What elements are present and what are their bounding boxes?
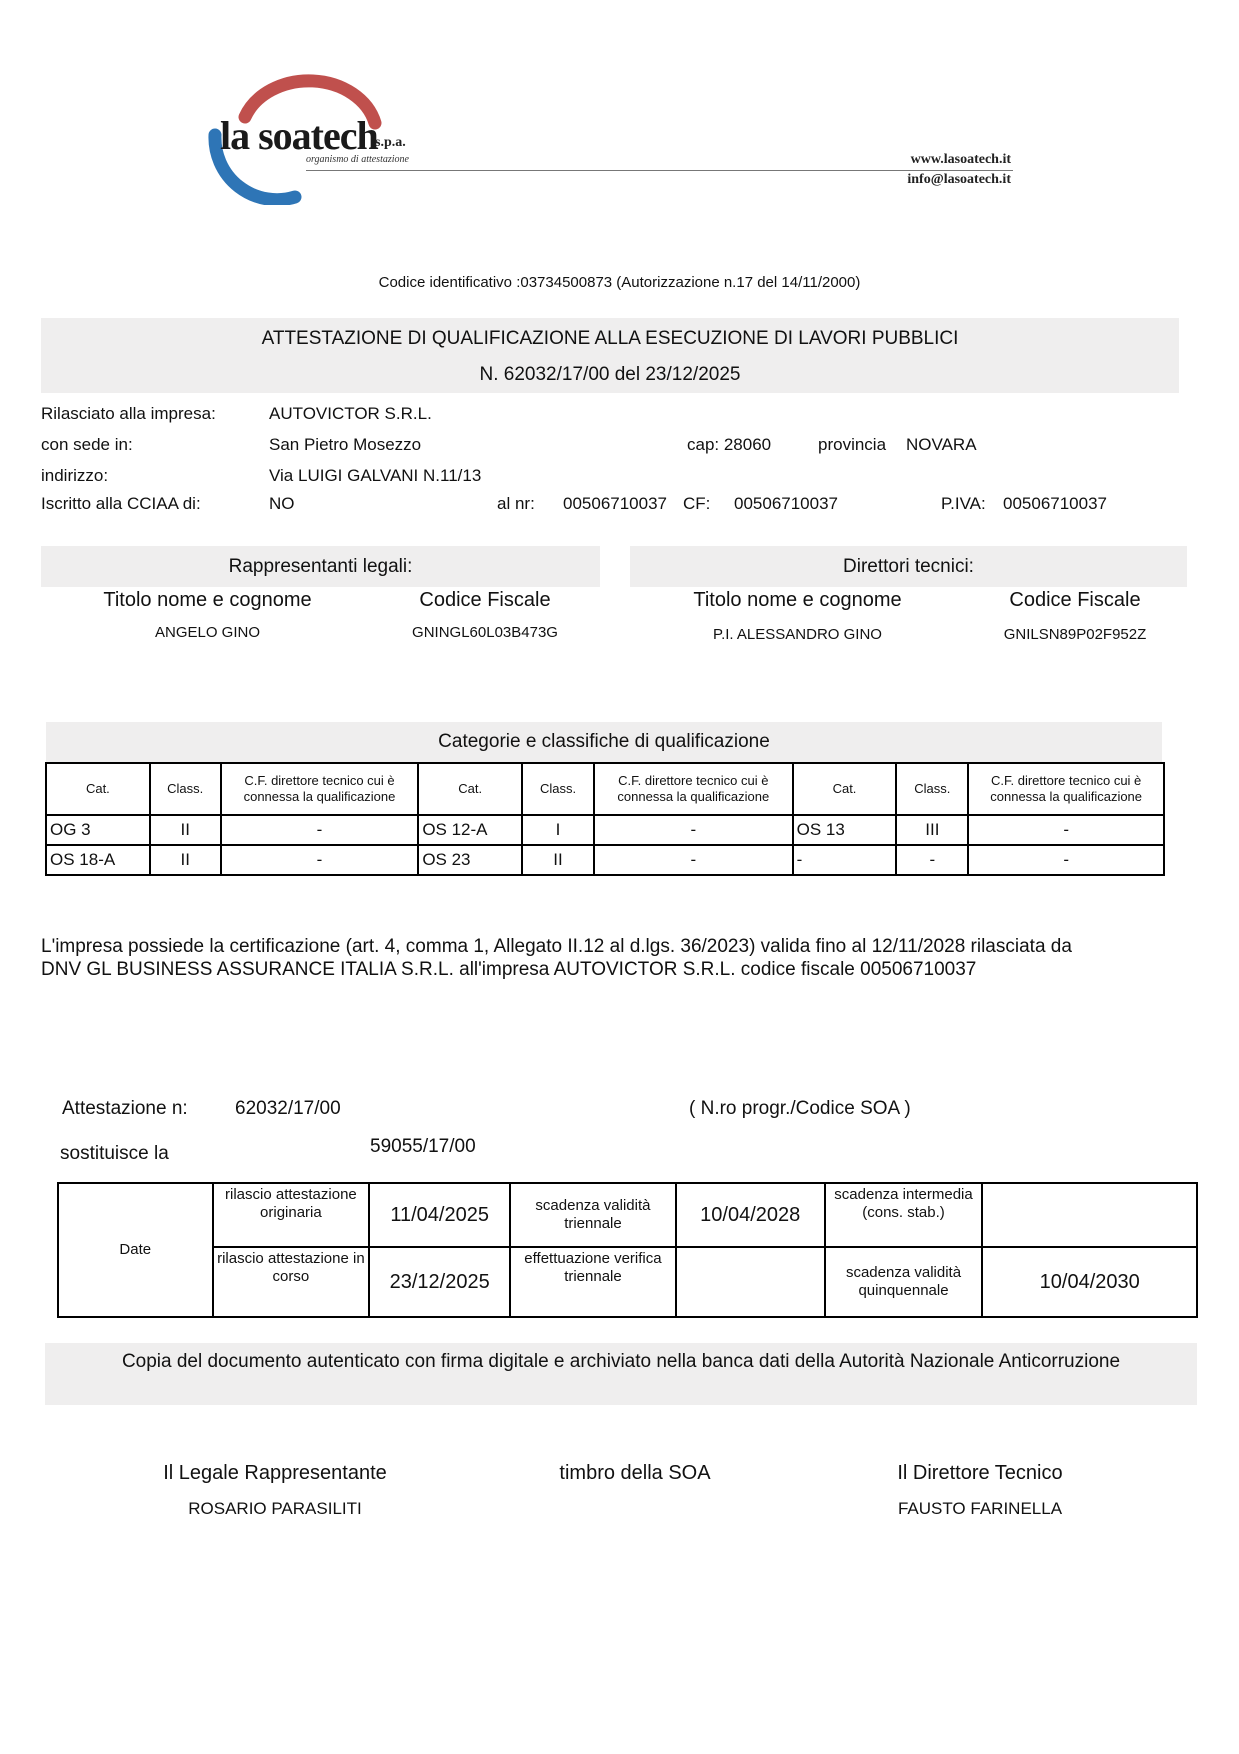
col-cat: Cat. xyxy=(46,763,150,815)
scadenza-intermedia-value xyxy=(982,1183,1197,1247)
cciaa-value: NO xyxy=(269,494,295,513)
certificazione-line-2: DNV GL BUSINESS ASSURANCE ITALIA S.R.L. all'impresa AUTOVICTOR S.R.L. codice fiscale 00506710037 xyxy=(41,959,977,980)
attestazione-note: ( N.ro progr./Codice SOA ) xyxy=(689,1098,911,1119)
rilasciato-label: Rilasciato alla impresa: xyxy=(41,404,216,423)
verifica-triennale-label: effettuazione verifica triennale xyxy=(510,1247,676,1317)
col-class: Class. xyxy=(896,763,968,815)
categorie-header: Categorie e classifiche di qualificazione xyxy=(46,722,1162,762)
provincia-label: provincia xyxy=(818,435,887,454)
rappresentanti-header: Rappresentanti legali: xyxy=(41,546,600,587)
scadenza-quinquennale-value: 10/04/2030 xyxy=(982,1247,1197,1317)
al-nr-value: 00506710037 xyxy=(563,494,668,513)
indirizzo-label: indirizzo: xyxy=(41,466,109,485)
cat-cell: - xyxy=(793,845,897,875)
col-cf: C.F. direttore tecnico cui è connessa la qualificazione xyxy=(221,763,419,815)
legale-label: Il Legale Rappresentante xyxy=(163,1462,387,1484)
indirizzo-value: Via LUIGI GALVANI N.11/13 xyxy=(269,466,482,485)
attestazione-value: 62032/17/00 xyxy=(235,1098,341,1119)
direttore-label: Il Direttore Tecnico xyxy=(897,1462,1063,1484)
cat-cell: OS 12-A xyxy=(418,815,522,845)
timbro-label: timbro della SOA xyxy=(559,1462,711,1484)
cf-label: CF: xyxy=(683,494,711,513)
direttori-header: Direttori tecnici: xyxy=(630,546,1187,587)
class-cell: III xyxy=(896,815,968,845)
rappresentante-name: ANGELO GINO xyxy=(154,624,261,641)
title-line-2: N. 62032/17/00 del 23/12/2025 xyxy=(479,364,741,385)
col-cat: Cat. xyxy=(418,763,522,815)
col-cf: C.F. direttore tecnico cui è connessa la qualificazione xyxy=(968,763,1164,815)
class-cell: II xyxy=(522,845,594,875)
title-line-1: ATTESTAZIONE DI QUALIFICAZIONE ALLA ESECUZIONE DI LAVORI PUBBLICI xyxy=(261,328,959,349)
email-link[interactable]: info@lasoatech.it xyxy=(907,172,1011,187)
certificazione-text xyxy=(41,935,1191,981)
cf-value: 00506710037 xyxy=(734,494,839,513)
rilasciato-value: AUTOVICTOR S.R.L. xyxy=(269,404,432,423)
cat-cell: OS 23 xyxy=(418,845,522,875)
cf-cell: - xyxy=(221,845,419,875)
rappresentanti-col-name: Titolo nome e cognome xyxy=(103,589,312,611)
cf-cell: - xyxy=(968,815,1164,845)
sostituisce-label: sostituisce la xyxy=(60,1143,169,1164)
cciaa-label: Iscritto alla CCIAA di: xyxy=(41,494,201,513)
class-cell: II xyxy=(150,845,221,875)
cat-cell: OG 3 xyxy=(46,815,150,845)
cat-cell: OS 13 xyxy=(793,815,897,845)
rappresentanti-col-cf: Codice Fiscale xyxy=(419,589,551,611)
table-row xyxy=(46,845,1164,875)
sostituisce-value: 59055/17/00 xyxy=(370,1136,476,1157)
logo-suffix: s.p.a. xyxy=(375,135,406,150)
scadenza-triennale-value: 10/04/2028 xyxy=(676,1183,825,1247)
cf-cell: - xyxy=(594,845,793,875)
scadenza-quinquennale-label: scadenza validità quinquennale xyxy=(825,1247,983,1317)
cf-cell: - xyxy=(221,815,419,845)
date-row xyxy=(58,1247,1197,1317)
copia-note: Copia del documento autenticato con firma digitale e archiviato nella banca dati della Autorità Nazionale Anticorruzione xyxy=(45,1343,1197,1405)
sede-value: San Pietro Mosezzo xyxy=(269,435,422,454)
direttore-name: P.I. ALESSANDRO GINO xyxy=(713,626,882,643)
date-label: Date xyxy=(58,1183,213,1317)
cat-cell: OS 18-A xyxy=(46,845,150,875)
codice-identificativo: Codice identificativo :03734500873 (Autorizzazione n.17 del 14/11/2000) xyxy=(378,274,861,291)
direttori-col-cf: Codice Fiscale xyxy=(1009,589,1141,611)
verifica-triennale-value xyxy=(676,1247,825,1317)
rilascio-corso-value: 23/12/2025 xyxy=(369,1247,510,1317)
col-class: Class. xyxy=(150,763,221,815)
col-cf: C.F. direttore tecnico cui è connessa la qualificazione xyxy=(594,763,793,815)
website-link[interactable]: www.lasoatech.it xyxy=(910,152,1011,167)
rilascio-corso-label: rilascio attestazione in corso xyxy=(213,1247,370,1317)
categorie-header-row xyxy=(46,763,1164,815)
col-class: Class. xyxy=(522,763,594,815)
cf-cell: - xyxy=(968,845,1164,875)
piva-label: P.IVA: xyxy=(941,494,986,513)
logo-name: la soatech xyxy=(220,113,378,158)
date-table xyxy=(57,1182,1198,1318)
categorie-table xyxy=(45,762,1165,876)
piva-value: 00506710037 xyxy=(1003,494,1108,513)
sede-label: con sede in: xyxy=(41,435,133,454)
legale-name: ROSARIO PARASILITI xyxy=(188,1499,362,1518)
class-cell: - xyxy=(896,845,968,875)
cf-cell: - xyxy=(594,815,793,845)
scadenza-intermedia-label: scadenza intermedia (cons. stab.) xyxy=(825,1183,983,1247)
attestazione-label: Attestazione n: xyxy=(62,1098,188,1119)
table-row xyxy=(46,815,1164,845)
direttori-col-name: Titolo nome e cognome xyxy=(693,589,902,611)
rappresentante-cf: GNINGL60L03B473G xyxy=(412,624,558,641)
direttore-cf: GNILSN89P02F952Z xyxy=(1003,626,1147,643)
class-cell: I xyxy=(522,815,594,845)
class-cell: II xyxy=(150,815,221,845)
document-title xyxy=(41,318,1179,393)
scadenza-triennale-label: scadenza validità triennale xyxy=(510,1183,676,1247)
al-nr-label: al nr: xyxy=(497,494,535,513)
date-row xyxy=(58,1183,1197,1247)
rilascio-originaria-label: rilascio attestazione originaria xyxy=(213,1183,370,1247)
contact-block xyxy=(907,150,1011,190)
certificazione-line-1: L'impresa possiede la certificazione (art. 4, comma 1, Allegato II.12 al d.lgs. 36/2023) valida fino al 12/11/2028 rilasciata da xyxy=(41,936,1072,957)
rilascio-originaria-value: 11/04/2025 xyxy=(369,1183,510,1247)
direttore-signature-name: FAUSTO FARINELLA xyxy=(897,1499,1063,1518)
provincia-value: NOVARA xyxy=(906,435,977,454)
col-cat: Cat. xyxy=(793,763,897,815)
logo-tagline: organismo di attestazione xyxy=(306,154,409,165)
cap-value: cap: 28060 xyxy=(687,435,772,454)
